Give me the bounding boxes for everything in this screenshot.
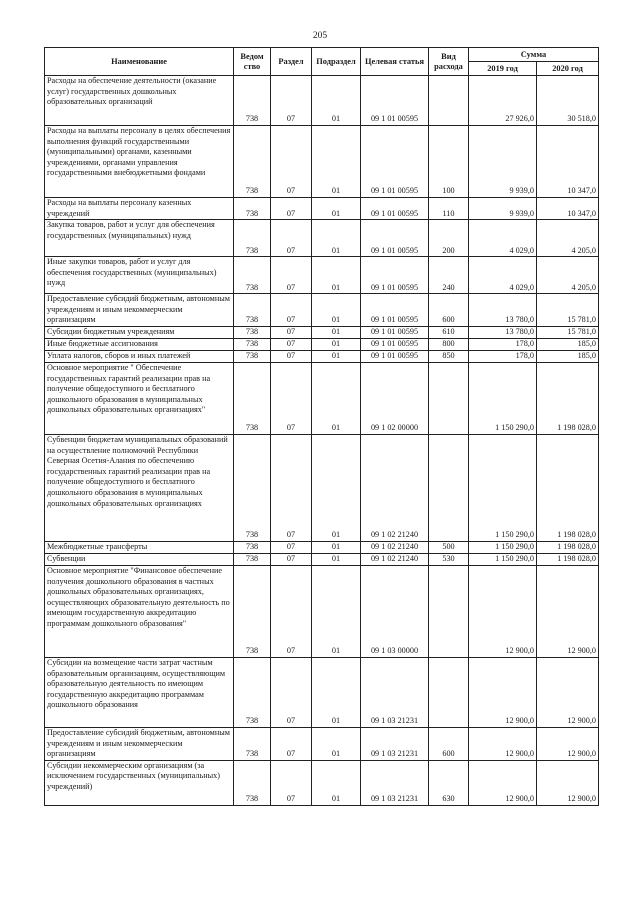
row-sum-2019: 12 900,0 <box>469 727 537 760</box>
row-sum-2019: 1 150 290,0 <box>469 434 537 541</box>
row-section: 07 <box>271 257 312 294</box>
row-name: Расходы на обеспечение деятельности (оказание услуг) государственных дошкольных образовательных организаций <box>45 76 234 126</box>
row-target: 09 1 03 00000 <box>361 565 429 657</box>
table-row <box>45 257 599 294</box>
row-name: Основное мероприятие "Финансовое обеспечение получения дошкольного образования в частных дошкольных образовательных организациях, осуществляющих образовательную деятельность по имеющим государственную аккредитацию программам дошкольного образования" <box>45 565 234 657</box>
row-subsection: 01 <box>312 326 361 338</box>
header-subsection: Подраздел <box>312 48 361 76</box>
row-section: 07 <box>271 760 312 805</box>
row-sum-2020: 4 205,0 <box>537 220 599 257</box>
row-sum-2020: 185,0 <box>537 338 599 350</box>
row-name: Субвенции <box>45 553 234 565</box>
row-sum-2019: 178,0 <box>469 338 537 350</box>
row-exp-type: 110 <box>429 198 469 220</box>
row-sum-2020: 185,0 <box>537 350 599 362</box>
row-name: Закупка товаров, работ и услуг для обеспечения государственных (муниципальных) нужд <box>45 220 234 257</box>
row-dept: 738 <box>234 553 271 565</box>
row-dept: 738 <box>234 350 271 362</box>
row-sum-2019: 178,0 <box>469 350 537 362</box>
row-exp-type: 850 <box>429 350 469 362</box>
row-exp-type <box>429 657 469 727</box>
budget-table <box>44 47 599 806</box>
header-dept: Ведом ство <box>234 48 271 76</box>
row-exp-type: 600 <box>429 727 469 760</box>
row-subsection: 01 <box>312 126 361 198</box>
row-sum-2019: 4 029,0 <box>469 220 537 257</box>
row-sum-2020: 30 518,0 <box>537 76 599 126</box>
row-name: Расходы на выплаты персоналу казенных учреждений <box>45 198 234 220</box>
row-section: 07 <box>271 338 312 350</box>
row-name: Иные бюджетные ассигнования <box>45 338 234 350</box>
row-exp-type: 100 <box>429 126 469 198</box>
row-name: Предоставление субсидий бюджетным, автономным учреждениям и иным некоммерческим организациям <box>45 727 234 760</box>
row-name: Субсидии бюджетным учреждениям <box>45 326 234 338</box>
row-section: 07 <box>271 220 312 257</box>
table-row <box>45 220 599 257</box>
row-section: 07 <box>271 294 312 327</box>
row-section: 07 <box>271 434 312 541</box>
table-row <box>45 434 599 541</box>
row-sum-2019: 9 939,0 <box>469 198 537 220</box>
header-section: Раздел <box>271 48 312 76</box>
row-section: 07 <box>271 657 312 727</box>
row-target: 09 1 01 00595 <box>361 294 429 327</box>
row-dept: 738 <box>234 760 271 805</box>
row-name: Субвенции бюджетам муниципальных образований на осуществление полномочий Республики Северная Осетия-Алания по обеспечению государственных гарантий реализации прав на получение общедоступного и бесплатного дошкольного образования в муниципальных дошкольных образовательных организациях <box>45 434 234 541</box>
table-row <box>45 294 599 327</box>
table-row <box>45 760 599 805</box>
row-name: Субсидии на возмещение части затрат частным образовательным организациям, осуществляющим образовательную деятельность по имеющим государственную аккредитацию программам дошкольного образования <box>45 657 234 727</box>
row-target: 09 1 01 00595 <box>361 350 429 362</box>
row-exp-type: 630 <box>429 760 469 805</box>
row-sum-2019: 27 926,0 <box>469 76 537 126</box>
header-sum: Сумма <box>469 48 599 62</box>
row-target: 09 1 01 00595 <box>361 126 429 198</box>
row-exp-type: 530 <box>429 553 469 565</box>
row-section: 07 <box>271 350 312 362</box>
row-name: Иные закупки товаров, работ и услуг для обеспечения государственных (муниципальных) нужд <box>45 257 234 294</box>
row-target: 09 1 03 21231 <box>361 760 429 805</box>
row-subsection: 01 <box>312 350 361 362</box>
row-sum-2020: 4 205,0 <box>537 257 599 294</box>
row-section: 07 <box>271 362 312 434</box>
row-section: 07 <box>271 541 312 553</box>
row-sum-2019: 12 900,0 <box>469 657 537 727</box>
row-sum-2019: 1 150 290,0 <box>469 541 537 553</box>
row-target: 09 1 02 21240 <box>361 541 429 553</box>
row-target: 09 1 02 21240 <box>361 553 429 565</box>
row-dept: 738 <box>234 198 271 220</box>
row-exp-type: 600 <box>429 294 469 327</box>
row-dept: 738 <box>234 565 271 657</box>
table-row <box>45 541 599 553</box>
row-dept: 738 <box>234 434 271 541</box>
row-sum-2019: 1 150 290,0 <box>469 362 537 434</box>
row-sum-2020: 10 347,0 <box>537 126 599 198</box>
row-name: Уплата налогов, сборов и иных платежей <box>45 350 234 362</box>
row-sum-2020: 15 781,0 <box>537 294 599 327</box>
row-sum-2019: 4 029,0 <box>469 257 537 294</box>
row-target: 09 1 01 00595 <box>361 257 429 294</box>
table-row <box>45 326 599 338</box>
row-target: 09 1 01 00595 <box>361 76 429 126</box>
row-exp-type <box>429 362 469 434</box>
row-dept: 738 <box>234 220 271 257</box>
row-dept: 738 <box>234 727 271 760</box>
row-target: 09 1 02 21240 <box>361 434 429 541</box>
row-sum-2020: 1 198 028,0 <box>537 362 599 434</box>
row-subsection: 01 <box>312 657 361 727</box>
row-section: 07 <box>271 76 312 126</box>
row-subsection: 01 <box>312 760 361 805</box>
table-row <box>45 350 599 362</box>
row-sum-2020: 12 900,0 <box>537 727 599 760</box>
row-exp-type: 800 <box>429 338 469 350</box>
row-sum-2020: 12 900,0 <box>537 657 599 727</box>
row-section: 07 <box>271 727 312 760</box>
row-exp-type: 610 <box>429 326 469 338</box>
row-dept: 738 <box>234 76 271 126</box>
row-subsection: 01 <box>312 338 361 350</box>
table-row <box>45 553 599 565</box>
row-exp-type: 240 <box>429 257 469 294</box>
row-sum-2019: 12 900,0 <box>469 565 537 657</box>
table-row <box>45 565 599 657</box>
row-sum-2020: 12 900,0 <box>537 565 599 657</box>
row-subsection: 01 <box>312 220 361 257</box>
table-row <box>45 657 599 727</box>
row-subsection: 01 <box>312 434 361 541</box>
row-subsection: 01 <box>312 727 361 760</box>
row-exp-type: 200 <box>429 220 469 257</box>
row-sum-2020: 1 198 028,0 <box>537 541 599 553</box>
row-section: 07 <box>271 126 312 198</box>
row-name: Субсидии некоммерческим организациям (за исключением государственных (муниципальных) учреждений) <box>45 760 234 805</box>
row-exp-type <box>429 76 469 126</box>
header-2020: 2020 год <box>537 62 599 76</box>
row-name: Расходы на выплаты персоналу в целях обеспечения выполнения функций государственными (муниципальными) органами, казенными учреждениями, органами управления государственными внебюджетными фондами <box>45 126 234 198</box>
row-dept: 738 <box>234 362 271 434</box>
table-row <box>45 727 599 760</box>
row-subsection: 01 <box>312 553 361 565</box>
row-sum-2020: 1 198 028,0 <box>537 553 599 565</box>
header-target: Целевая статья <box>361 48 429 76</box>
row-sum-2019: 12 900,0 <box>469 760 537 805</box>
header-2019: 2019 год <box>469 62 537 76</box>
table-row <box>45 338 599 350</box>
row-name: Межбюджетные трансферты <box>45 541 234 553</box>
row-sum-2020: 15 781,0 <box>537 326 599 338</box>
row-exp-type <box>429 434 469 541</box>
row-sum-2019: 13 780,0 <box>469 326 537 338</box>
row-subsection: 01 <box>312 541 361 553</box>
row-target: 09 1 02 00000 <box>361 362 429 434</box>
row-sum-2019: 13 780,0 <box>469 294 537 327</box>
row-target: 09 1 01 00595 <box>361 338 429 350</box>
row-sum-2020: 10 347,0 <box>537 198 599 220</box>
page-number: 205 <box>312 31 328 41</box>
table-row <box>45 126 599 198</box>
table-row <box>45 362 599 434</box>
row-exp-type: 500 <box>429 541 469 553</box>
row-dept: 738 <box>234 257 271 294</box>
row-dept: 738 <box>234 326 271 338</box>
row-section: 07 <box>271 565 312 657</box>
row-section: 07 <box>271 326 312 338</box>
row-subsection: 01 <box>312 362 361 434</box>
header-name: Наименование <box>45 48 234 76</box>
table-row <box>45 198 599 220</box>
row-name: Основное мероприятие " Обеспечение государственных гарантий реализации прав на получение общедоступного и бесплатного дошкольного образования в муниципальных дошкольных образовательных организациях" <box>45 362 234 434</box>
row-sum-2019: 1 150 290,0 <box>469 553 537 565</box>
row-subsection: 01 <box>312 294 361 327</box>
row-subsection: 01 <box>312 257 361 294</box>
row-dept: 738 <box>234 126 271 198</box>
row-subsection: 01 <box>312 565 361 657</box>
row-target: 09 1 01 00595 <box>361 198 429 220</box>
row-dept: 738 <box>234 541 271 553</box>
row-target: 09 1 03 21231 <box>361 657 429 727</box>
row-dept: 738 <box>234 294 271 327</box>
row-name: Предоставление субсидий бюджетным, автономным учреждениям и иным некоммерческим организациям <box>45 294 234 327</box>
row-section: 07 <box>271 553 312 565</box>
row-sum-2020: 1 198 028,0 <box>537 434 599 541</box>
row-subsection: 01 <box>312 76 361 126</box>
header-exp-type: Вид расхода <box>429 48 469 76</box>
row-exp-type <box>429 565 469 657</box>
row-subsection: 01 <box>312 198 361 220</box>
row-target: 09 1 01 00595 <box>361 220 429 257</box>
row-target: 09 1 03 21231 <box>361 727 429 760</box>
table-row <box>45 76 599 126</box>
row-sum-2020: 12 900,0 <box>537 760 599 805</box>
row-target: 09 1 01 00595 <box>361 326 429 338</box>
row-dept: 738 <box>234 338 271 350</box>
row-section: 07 <box>271 198 312 220</box>
row-sum-2019: 9 939,0 <box>469 126 537 198</box>
row-dept: 738 <box>234 657 271 727</box>
